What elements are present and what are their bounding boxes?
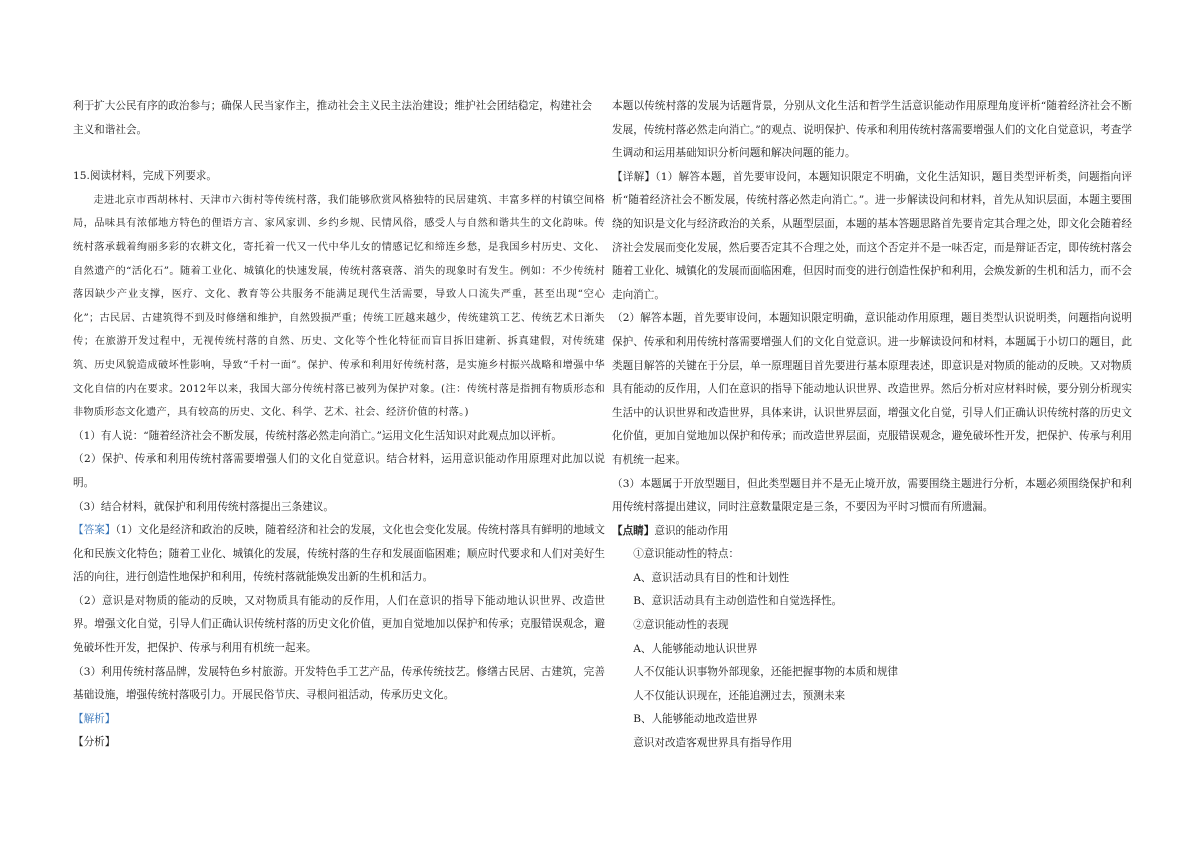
answer-text-3: （3）利用传统村落品牌，发展特色乡村旅游。开发特色手工艺产品，传承传统技艺。修缮古民居、古建筑，完善基础设施，增强传统村落吸引力。开展民俗节庆、寻根问祖活动，传承历史文化。 (73, 665, 605, 702)
answer-text-1: （1）文化是经济和政治的反映，随着经济和社会的发展，文化也会变化发展。传统村落具有鲜明的地域文化和民族文化特色；随着工业化、城镇化的发展，传统村落的生存和发展面临困难；顺应时代要求和人们对美好生活的向往，进行创造性地保护和利用，传统村落就能焕发出新的生机和活力。 (73, 524, 606, 584)
answer-text-2: （2）意识是对物质的能动的反映，又对物质具有能动的反作用，人们在意识的指导下能动地认识世界、改造世界。增强文化自觉，引导人们正确认识传统村落的历史文化价值，更加自觉地加以保护和传承；克服错误观念，避免破坏性开发，把保护、传承与利用有机统一起来。 (73, 594, 605, 655)
detail-label: 【详解】 (612, 170, 656, 183)
answer-label: 【答案】 (73, 524, 116, 537)
intro-line: 主义和谐社会。 (73, 123, 148, 136)
point-label: 【点睛】 (612, 524, 655, 537)
question-item: （2）保护、传承和利用传统村落需要增强人们的文化自觉意识。结合材料，运用意识能动作用原理对此加以说明。 (73, 453, 605, 489)
analysis-intro: 本题以传统村落的发展为话题背景，分别从文化生活和哲学生活意识能动作用原理角度评析“随着经济社会不断发展，传统村落必然走向消亡。”的观点、说明保护、传承和利用传统村落需要增强人们的文化自觉意识，考查学生调动和运用基础知识分析问题和解决问题的能力。 (612, 100, 1132, 160)
detail-text-1: （1）解答本题，首先要审设问，本题知识限定不明确，文化生活知识，题目类型评析类，问题指向评析“随着经济社会不断发展，传统村落必然走向消亡。”。进一步解读设问和材料，首先从知识层面，本题主要围绕的知识是文化与经济政治的关系，从题型层面，本题的基本答题思路首先要肯定其合理之处，即文化会随着经济社会发展而变化发展，然后要否定其不合理之处，而这个否定并不是一味否定，而是辩证否定，即传统村落会随着工业化、城镇化的发展而面临困难，但因时而变的进行创造性保护和利用，会焕发新的生机和活力，而不会走向消亡。 (612, 170, 1133, 301)
answer-paragraph (73, 519, 605, 590)
point-item: A、意识活动具有目的性和计划性 (633, 571, 790, 584)
point-item: 人不仅能认识事物外部现象，还能把握事物的本质和规律 (633, 666, 899, 679)
point-heading (612, 520, 1132, 544)
point-item: ①意识能动性的特点： (633, 548, 740, 561)
point-item: B、意识活动具有主动创造性和自觉选择性。 (633, 595, 843, 608)
left-column (73, 95, 605, 755)
fenxi-label: 【分析】 (73, 736, 116, 749)
detail-text-3: （3）本题属于开放型题目，但此类型题目并不是无止境开放，需要围绕主题进行分析，本题必须围绕保护和利用传统村落提出建议，同时注意数量限定是三条，不要因为平时习惯而有所遗漏。 (612, 477, 1132, 514)
point-item: ②意识能动性的表现 (633, 619, 729, 632)
question-title: 15.阅读材料，完成下列要求。 (73, 170, 217, 183)
detail-text-2: （2）解答本题，首先要审设问，本题知识限定明确，意识能动作用原理，题目类型认识说明类，问题指向说明保护、传承和利用传统村落需要增强人们的文化自觉意识。进一步解读设问和材料，本题属于小切口的题目，此类题目解答的关键在于分层，单一原理题目首先要进行基本原理表述，即意识是对物质的能动的反映。又对物质具有能动的反作用，人们在意识的指导下能动地认识世界、改造世界。然后分析对应材料时候，要分别分析现实生活中的认识世界和改造世界，具体来讲，认识世界层面，增强文化自觉，引导人们正确认识传统村落的历史文化价值，更加自觉地加以保护和传承；而改造世界层面，克服错误观念，避免破坏性开发，把保护、传承与利用有机统一起来。 (612, 312, 1132, 466)
intro-line: 利于扩大公民有序的政治参与；确保人民当家作主，推动社会主义民主法治建设；维护社会团结稳定，构建社会 (73, 100, 593, 112)
detail-paragraph-1 (612, 166, 1132, 308)
question-item: （1）有人说：“随着经济社会不断发展，传统村落必然走向消亡。”运用文化生活知识对此观点加以评析。 (73, 429, 562, 442)
point-item: A、人能够能动地认识世界 (633, 642, 758, 655)
point-item: 人不仅能认识现在，还能追溯过去，预测未来 (633, 689, 846, 702)
right-column (612, 95, 1132, 756)
point-title: 意识的能动作用 (654, 524, 729, 537)
analysis-label: 【解析】 (73, 712, 116, 725)
question-item: （3）结合材料，就保护和利用传统村落提出三条建议。 (73, 500, 334, 513)
material-paragraph: 走进北京市西胡林村、天津市六街村等传统村落，我们能够欣赏风格独特的民居建筑、丰富多样的村镇空间格局，品味具有浓郁地方特色的俚语方言、家风家训、乡约乡规、民情风俗，感受人与自然和谐共生的文化韵味。传统村落承载着绚丽多彩的农耕文化，寄托着一代又一代中华儿女的情感记忆和缔连乡愁，是我国乡村历史、文化、自然遗产的“活化石”。随着工业化、城镇化的快速发展，传统村落衰落、消失的现象时有发生。例如：不少传统村落因缺少产业支撑，医疗、文化、教育等公共服务不能满足现代生活需要，导致人口流失严重，甚至出现“空心化”；古民居、古建筑得不到及时修缮和维护，自然毁损严重；传统工匠越来越少，传统建筑工艺、传统艺术日渐失传；在旅游开发过程中，无视传统村落的自然、历史、文化等个性化特征而盲目拆旧建新、拆真建假，对传统建筑、历史风貌造成破坏性影响，导致“千村一面”。保护、传承和利用好传统村落，是实施乡村振兴战略和增强中华文化自信的内在要求。2012年以来，我国大部分传统村落已被列为保护对象。(注：传统村落是指拥有物质形态和非物质形态文化遗产，具有较高的历史、文化、科学、艺术、社会、经济价值的村落。) (73, 194, 605, 419)
point-item: 意识对改造客观世界具有指导作用 (633, 737, 793, 750)
point-item: B、人能够能动地改造世界 (633, 713, 758, 726)
